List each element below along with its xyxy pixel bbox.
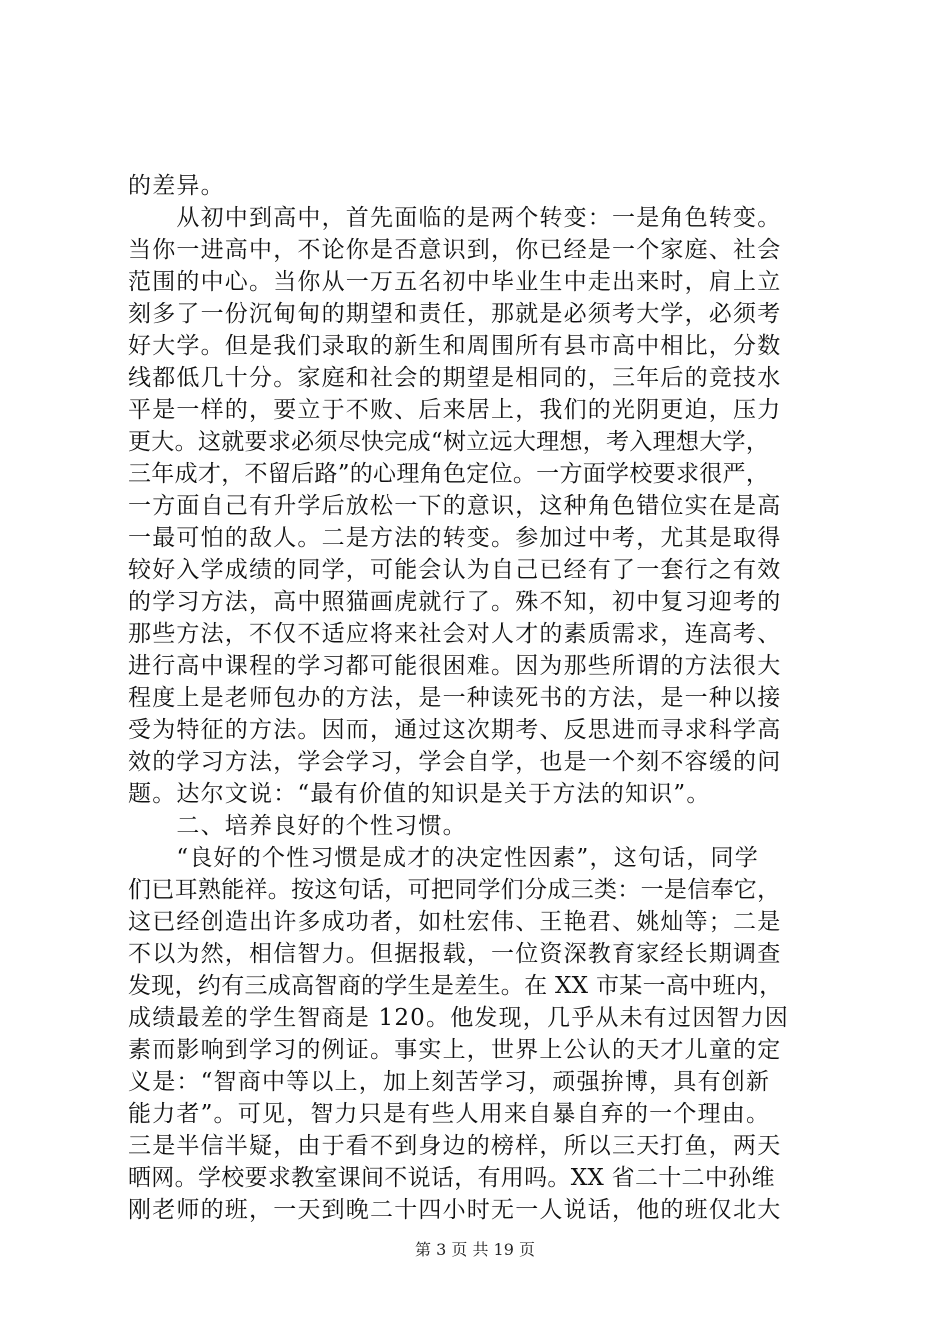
text-line: 程度上是老师包办的方法，是一种读死书的方法，是一种以接 <box>128 685 782 711</box>
text-line: 们已耳熟能祥。按这句话，可把同学们分成三类：一是信奉它， <box>128 877 781 903</box>
text-line: 素而影响到学习的例证。事实上，世界上公认的天才儿童的定 <box>128 1037 782 1063</box>
text-line: 三年成才，不留后路”的心理角色定位。一方面学校要求很严， <box>128 461 770 487</box>
text-line: 进行高中课程的学习都可能很困难。因为那些所谓的方法很大 <box>128 653 782 679</box>
text-line: 晒网。学校要求教室课间不说话，有用吗。XX 省二十二中孙维 <box>128 1165 775 1191</box>
text-line: 更大。这就要求必须尽快完成“树立远大理想，考入理想大学， <box>128 429 770 455</box>
text-line: 从初中到高中，首先面临的是两个转变：一是角色转变。 <box>128 205 782 231</box>
text-line: 不以为然，相信智力。但据报载，一位资深教育家经长期调查 <box>128 941 782 967</box>
text-line: 三是半信半疑，由于看不到身边的榜样，所以三天打鱼，两天 <box>128 1133 782 1159</box>
text-line: 成绩最差的学生智商是 120。他发现，几乎从未有过因智力因 <box>128 1005 790 1031</box>
text-line: 义是：“智商中等以上，加上刻苦学习，顽强拚博，具有创新 <box>128 1069 771 1095</box>
text-line: 一最可怕的敌人。二是方法的转变。参加过中考，尤其是取得 <box>128 525 782 551</box>
text-line: 线都低几十分。家庭和社会的期望是相同的，三年后的竞技水 <box>128 365 782 391</box>
text-line: 刻多了一份沉甸甸的期望和责任，那就是必须考大学，必须考 <box>128 301 782 327</box>
text-line: 这已经创造出许多成功者，如杜宏伟、王艳君、姚灿等；二是 <box>128 909 782 935</box>
text-line: 二、培养良好的个性习惯。 <box>128 813 467 839</box>
text-line: 较好入学成绩的同学，可能会认为自己已经有了一套行之有效 <box>128 557 782 583</box>
text-line: 当你一进高中，不论你是否意识到，你已经是一个家庭、社会 <box>128 237 782 263</box>
body-text <box>128 170 828 1226</box>
text-line: 的学习方法，高中照猫画虎就行了。殊不知，初中复习迎考的 <box>128 589 782 615</box>
text-line: 范围的中心。当你从一万五名初中毕业生中走出来时，肩上立 <box>128 269 782 295</box>
text-line: 刚老师的班，一天到晚二十四小时无一人说话，他的班仅北大 <box>128 1197 782 1223</box>
text-line: 的差异。 <box>128 173 225 199</box>
text-line: 效的学习方法，学会学习，学会自学，也是一个刻不容缓的问 <box>128 749 782 775</box>
text-line: 那些方法，不仅不适应将来社会对人才的素质需求，连高考、 <box>128 621 782 647</box>
text-line: “良好的个性习惯是成才的决定性因素”，这句话，同学 <box>128 845 759 871</box>
text-line: 一方面自己有升学后放松一下的意识，这种角色错位实在是高 <box>128 493 782 519</box>
text-line: 好大学。但是我们录取的新生和周围所有县市高中相比，分数 <box>128 333 782 359</box>
text-line: 平是一样的，要立于不败、后来居上，我们的光阴更迫，压力 <box>128 397 782 423</box>
text-line: 受为特征的方法。因而，通过这次期考、反思进而寻求科学高 <box>128 717 782 743</box>
text-line: 题。达尔文说：“最有价值的知识是关于方法的知识”。 <box>128 781 711 807</box>
text-line: 发现，约有三成高智商的学生是差生。在 XX 市某一高中班内， <box>128 973 783 999</box>
text-line: 能力者”。可见，智力只是有些人用来自暴自弃的一个理由。 <box>128 1101 771 1127</box>
page-number-footer: 第 3 页 共 19 页 <box>415 1240 535 1259</box>
